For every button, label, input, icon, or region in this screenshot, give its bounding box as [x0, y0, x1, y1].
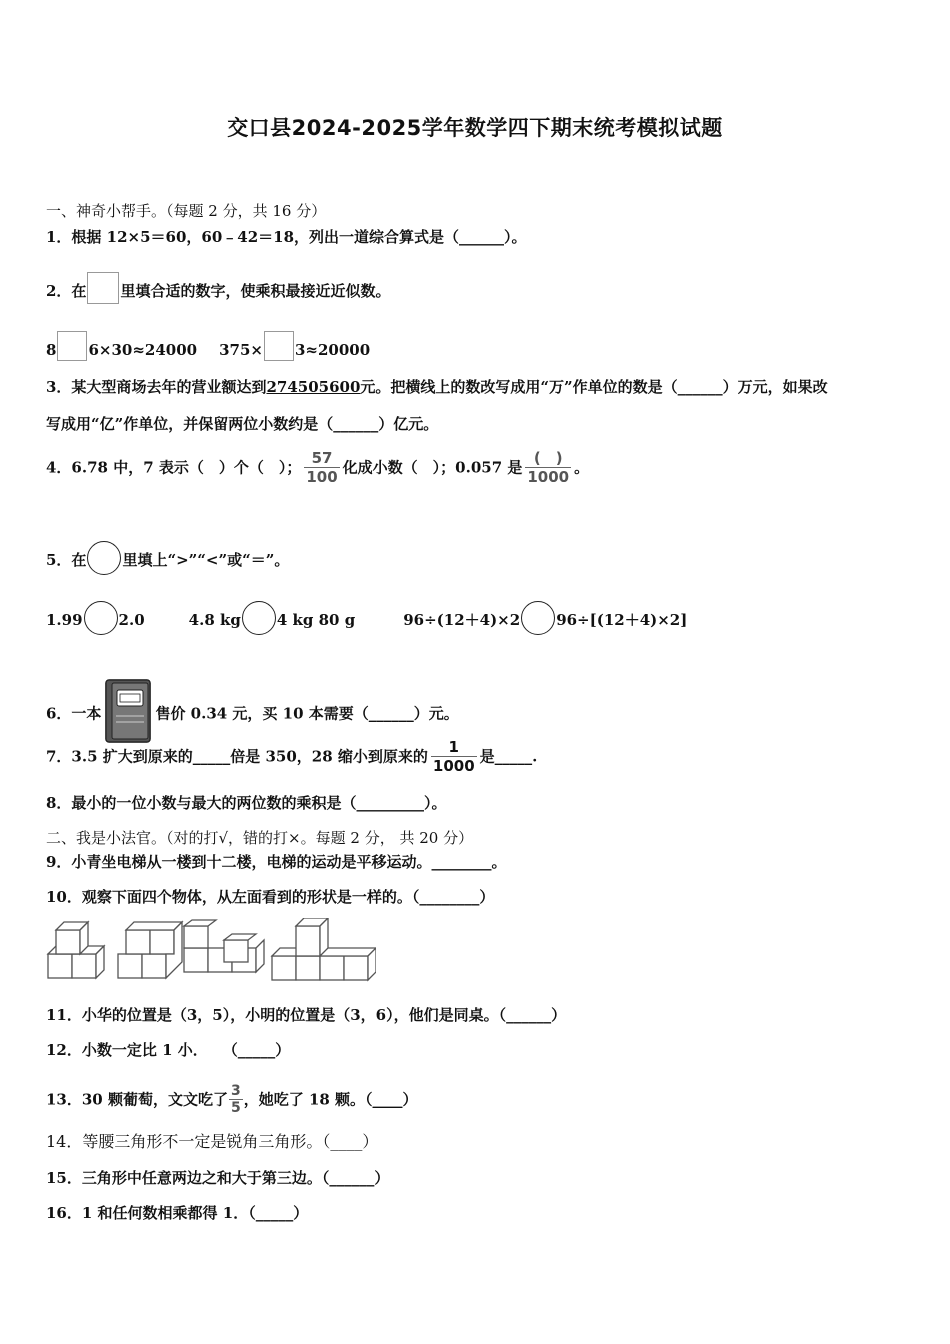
question-7 [46, 738, 537, 775]
q6-text-a: 6．一本 [46, 704, 102, 723]
answer-circle[interactable] [242, 601, 276, 635]
question-13 [46, 1083, 418, 1116]
q5-b-left: 4.8 kg [188, 611, 241, 629]
question-5 [46, 541, 289, 575]
question-3-line-1 [46, 377, 828, 397]
question-10: 10．观察下面四个物体，从左面看到的形状是一样的。（________） [46, 888, 495, 906]
q6-text-b: 售价 0.34 元，买 10 本需要（______）元。 [155, 704, 459, 723]
q4-text-b: 化成小数（ ）；0.057 是 [342, 458, 523, 477]
q5-a-right: 2.0 [118, 611, 145, 629]
q2-item-b-end: 3≈20000 [294, 341, 371, 359]
q5-c-left: 96÷(12＋4)×2 [403, 611, 521, 629]
fraction-denominator: 1000 [527, 468, 570, 486]
q4-text-a: 4．6.78 中，7 表示（ ）个（ ）； [46, 458, 302, 477]
question-15: 15．三角形中任意两边之和大于第三边。（______） [46, 1169, 390, 1187]
q5-text-a: 5．在 [46, 551, 87, 569]
question-12: 12．小数一定比 1 小． （_____） [46, 1041, 291, 1059]
section-2-heading: 二、我是小法官。（对的打√，错的打×。每题 2 分， 共 20 分） [46, 829, 474, 847]
question-11: 11．小华的位置是（3，5），小明的位置是（3，6），他们是同桌。（______） [46, 1006, 567, 1024]
q13-text-a: 13．30 颗葡萄，文文吃了 [46, 1090, 228, 1109]
question-2-text-a: 2．在 [46, 282, 87, 300]
q7-text-b: 是_____. [479, 747, 538, 766]
fraction-numerator: 1 [448, 738, 459, 756]
fraction-denominator: 1000 [432, 757, 475, 775]
q5-text-b: 里填上“>”“<”或“＝”。 [122, 551, 290, 569]
q2-item-a-end: 6×30≈24000 [88, 341, 198, 359]
q5-c-right: 96÷[(12＋4)×2] [556, 611, 688, 629]
answer-box[interactable] [57, 331, 87, 361]
q5-a-left: 1.99 [46, 611, 83, 629]
question-1: 1．根据 12×5＝60，60﹣42＝18，列出一道综合算式是（______）。 [46, 228, 527, 246]
answer-circle[interactable] [87, 541, 121, 575]
question-14: 14．等腰三角形不一定是锐角三角形。（____） [46, 1132, 379, 1151]
fraction-numerator: 57 [311, 449, 333, 467]
answer-circle[interactable] [521, 601, 555, 635]
question-3-line-2: 写成用“亿”作单位，并保留两位小数约是（______）亿元。 [46, 415, 439, 433]
question-2-items [46, 331, 370, 361]
fraction-blank-1000 [525, 449, 571, 486]
fraction-1-1000 [431, 738, 477, 775]
fraction-denominator: 5 [230, 1100, 241, 1116]
question-5-items [46, 601, 687, 635]
question-2-text-b: 里填合适的数字，使乘积最接近近似数。 [120, 282, 391, 300]
q7-text-a: 7．3.5 扩大到原来的_____倍是 350，28 缩小到原来的 [46, 747, 428, 766]
q3-text-a: 3．某大型商场去年的营业额达到 [46, 378, 267, 396]
fraction-57-100 [304, 449, 339, 486]
q2-item-b-start: 375× [219, 341, 263, 359]
section-1-heading: 一、神奇小帮手。（每题 2 分，共 16 分） [46, 202, 327, 220]
q2-item-a-start: 8 [46, 341, 57, 359]
fraction-numerator: ( ) [533, 449, 563, 467]
answer-box[interactable] [87, 272, 119, 304]
q3-text-b: 元。把横线上的数改写成用“万”作单位的数是（______）万元，如果改 [360, 378, 828, 396]
question-16: 16．1 和任何数相乘都得 1．（_____） [46, 1204, 309, 1222]
answer-box[interactable] [264, 331, 294, 361]
cube-figures [46, 918, 376, 994]
question-2 [46, 272, 390, 304]
question-8: 8．最小的一位小数与最大的两位数的乘积是（_________）。 [46, 794, 447, 812]
q3-underlined-number: 274505600 [266, 378, 361, 396]
question-4 [46, 449, 589, 486]
fraction-3-5 [229, 1083, 243, 1116]
answer-circle[interactable] [84, 601, 118, 635]
q4-text-c: 。 [574, 458, 590, 477]
fraction-denominator: 100 [306, 468, 338, 486]
q13-text-b: ，她吃了 18 颗。（____） [243, 1090, 418, 1109]
fraction-numerator: 3 [230, 1083, 241, 1099]
page-title: 交口县2024-2025学年数学四下期末统考模拟试题 [227, 116, 723, 140]
question-9: 9．小青坐电梯从一楼到十二楼，电梯的运动是平移运动。________。 [46, 853, 507, 871]
q5-b-right: 4 kg 80 g [276, 611, 356, 629]
